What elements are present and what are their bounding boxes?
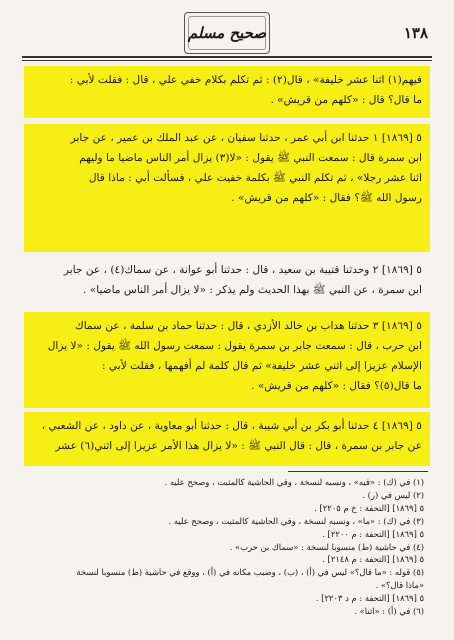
footnote: ٥ [١٨٦٩] [التحفة : م ٢١٤٨] . xyxy=(322,554,424,565)
text-line: ابن سمرة قال : سمعت النبي ﷺ يقول : «لا‏(٣) يزال أمر الناس ماضيا ما وليهم xyxy=(79,152,422,164)
text-line: ٥ [١٨٦٩] ٣ حدثنا هداب بن خالد الأزدي ، قال : حدثنا حماد بن سلمة ، عن سماك xyxy=(75,320,422,332)
footnote: (٤) في حاشية (ط) منسوبا لنسخة : «سماك بن حرب» . xyxy=(229,541,424,552)
hadith-block xyxy=(24,66,430,118)
hadith-block xyxy=(24,124,430,252)
footnote: «ماذا قال؟» . xyxy=(375,580,424,591)
header-rule-thin xyxy=(22,60,432,61)
footnote: (٢) ليس في (ر) . xyxy=(362,489,424,500)
footnote-separator xyxy=(288,471,428,472)
footnote: (٦) في (أ) : «اثنا» . xyxy=(354,606,424,617)
hadith-block xyxy=(24,412,430,466)
page-header xyxy=(22,10,432,58)
text-line: ٥ [١٨٦٩] ٤ حدثنا أبو بكر بن أبي شيبة ، قال : حدثنا أبو معاوية ، عن داود ، عن الشعبي ، xyxy=(41,420,422,432)
book-title: صحيح مسلم xyxy=(187,24,267,42)
text-line: الإسلام عزيزا إلى اثني عشر خليفة» ثم قال كلمة لم أفهمها ، فقلت لأبي : xyxy=(102,360,422,372)
text-line: ابن حرب ، قال : سمعت جابر بن سمرة يقول : سمعت رسول الله ﷺ يقول : «لا يزال xyxy=(47,340,422,352)
text-line: ٥ [١٨٦٩] ٢ وحدثنا قتيبة بن سعيد ، قال : حدثنا أبو عوانة ، عن سماك‏(٤) ، عن جابر xyxy=(63,264,422,276)
text-line: ما قال؟ قال : «كلهم من قريش» . xyxy=(270,94,422,106)
footnote: (٣) في (ك) : «ما» ، ونسبه لنسخة ، وفي الحاشية كالمثبت ، وصحح عليه . xyxy=(168,515,424,526)
text-line: عن جابر بن سمرة ، قال : قال النبي ﷺ : «لا يزال هذا الأمر عزيزا إلى اثني‏(٦) عشر xyxy=(55,440,422,452)
text-line: فيهم‏(١) اثنا عشر خليفة» ، قال‏(٢) : ثم تكلم بكلام خفي علي ، قال : فقلت لأبي : xyxy=(69,74,422,86)
hadith-block xyxy=(24,256,430,308)
text-line: ابن سمرة ، عن النبي ﷺ بهذا الحديث ولم يذكر : «لا يزال أمر الناس ماضيا» . xyxy=(83,284,422,296)
header-rule xyxy=(22,56,432,58)
hadith-block xyxy=(24,312,430,408)
footnote: ٥ [١٨٦٩] [التحفة : خ م ٢٢٠٥] . xyxy=(314,502,424,513)
text-line: ما قال‏(٥)؟ فقال : «كلهم من قريش» . xyxy=(251,380,422,392)
text-line: اثنا عشر رجلا» ، ثم تكلم النبي ﷺ بكلمة خفيت علي ، فسألت أبي : ماذا قال xyxy=(88,172,422,184)
footnote: ٥ [١٨٦٩] [التحفة : م د ٢٢٠٣] . xyxy=(315,593,424,604)
book-title-ornament xyxy=(184,12,270,54)
footnote: ٥ [١٨٦٩] [التحفة : م ٢٢٠٠] . xyxy=(322,528,424,539)
footnotes xyxy=(30,476,424,618)
page-number: ١٣٨ xyxy=(403,24,428,42)
text-line: ٥ [١٨٦٩] ١ حدثنا ابن أبي عمر ، حدثنا سفيان ، عن عبد الملك بن عمير ، عن جابر xyxy=(70,132,422,144)
footnote: (٥) قوله : «ما قال؟» ليس في (أ) ، (ب) ، وضبب مكانه في (أ) ، ووقع في حاشية (ط) منسوبا لنسخة xyxy=(76,567,424,578)
text-line: رسول الله ﷺ؟ فقال : «كلهم من قريش» . xyxy=(231,192,422,204)
footnote: (١) في (ك) : «فيه» ، ونسبه لنسخة ، وفي الحاشية كالمثبت ، وصحح عليه . xyxy=(164,477,424,487)
